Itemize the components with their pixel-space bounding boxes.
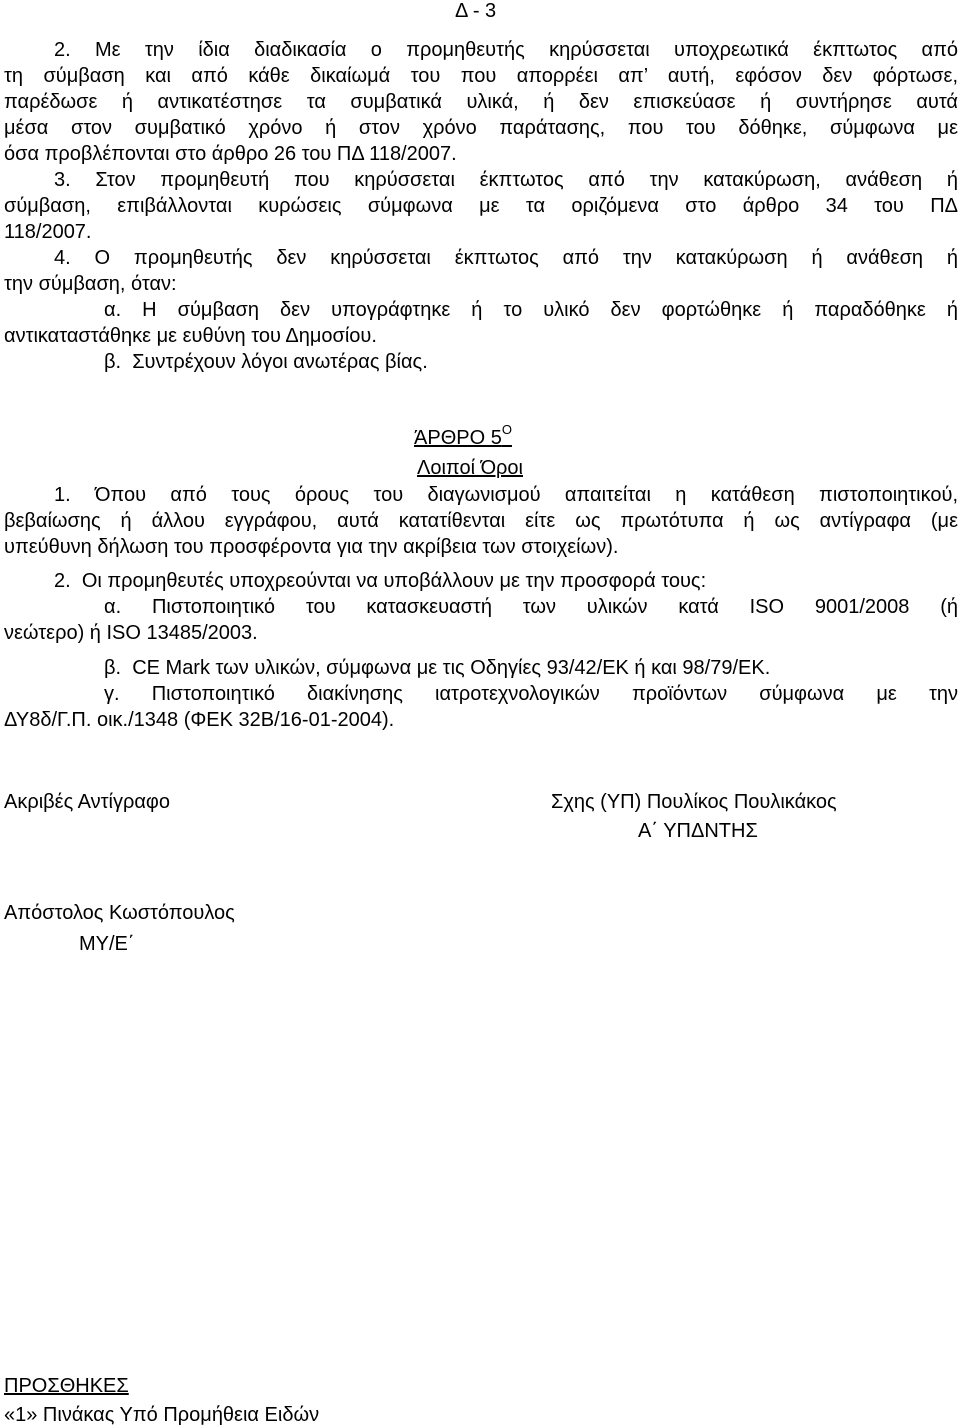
signatory-name: Σχης (ΥΠ) Πουλίκος Πουλικάκος	[551, 791, 837, 813]
item-letter: β.	[104, 657, 122, 679]
paragraph-number: 3.	[54, 169, 71, 191]
paragraph-line	[4, 681, 958, 707]
paragraph-line: όσα προβλέπονται στο άρθρο 26 του ΠΔ 118/2007.	[4, 143, 457, 165]
paragraph-line	[104, 349, 428, 375]
item-text: CE Mark των υλικών, σύμφωνα με τις Οδηγίες 93/42/ΕΚ ή και 98/79/ΕΚ.	[132, 657, 771, 679]
item-text: Πιστοποιητικό διακίνησης ιατροτεχνολογικών προϊόντων σύμφωνα με την	[151, 683, 958, 705]
paragraph-number: 1.	[54, 484, 71, 506]
paragraph-line	[4, 167, 958, 193]
item-text: Πιστοποιητικό του κατασκευαστή των υλικών κατά ISO 9001/2008 (ή	[151, 596, 958, 618]
paragraph-line: μέσα στον συμβατικό χρόνο ή στον χρόνο παράτασης, που του δόθηκε, σύμφωνα με	[4, 117, 958, 139]
paragraph-line: υπεύθυνη δήλωση του προσφέροντα για την ακρίβεια των στοιχείων).	[4, 536, 619, 558]
paragraph-line: τη σύμβαση και από κάθε δικαίωμά του που απορρέει απ’ αυτή, εφόσον δεν φόρτωσε,	[4, 65, 958, 87]
paragraph-line: την σύμβαση, όταν:	[4, 273, 177, 295]
paragraph-line	[54, 568, 706, 594]
paragraph-line	[4, 297, 958, 323]
signatory-role: Α΄ ΥΠΔΝΤΗΣ	[638, 820, 758, 842]
paragraph-line: ΔΥ8δ/Γ.Π. οικ./1348 (ΦΕΚ 32Β/16-01-2004).	[4, 709, 395, 731]
item-letter: γ.	[104, 683, 120, 705]
paragraph-text: Οι προμηθευτές υποχρεούνται να υποβάλλουν με την προσφορά τους:	[81, 570, 707, 592]
paragraph-line	[4, 245, 958, 271]
article-title	[414, 422, 512, 451]
paragraph-text: Στον προμηθευτή που κηρύσσεται έκπτωτος από την κατακύρωση, ανάθεση ή	[95, 169, 958, 191]
item-letter: α.	[104, 299, 122, 321]
paragraph-line: παρέδωσε ή αντικατέστησε τα συμβατικά υλικά, ή δεν επισκεύασε ή συντήρησε αυτά	[4, 91, 958, 113]
paragraph-text: Με την ίδια διαδικασία ο προμηθευτής κηρύσσεται υποχρεωτικά έκπτωτος από	[95, 39, 959, 61]
page-label: Δ - 3	[455, 0, 497, 22]
paragraph-line	[104, 655, 770, 681]
paragraph-number: 2.	[54, 570, 71, 592]
copy-signatory-role: ΜΥ/Ε΄	[79, 933, 135, 955]
paragraph-number: 4.	[54, 247, 71, 269]
item-letter: β.	[104, 351, 122, 373]
attachment-item: «1» Πινάκας Υπό Προμήθεια Ειδών	[4, 1404, 320, 1426]
attachments-heading: ΠΡΟΣΘΗΚΕΣ	[4, 1375, 129, 1397]
item-letter: α.	[104, 596, 122, 618]
paragraph-line: σύμβαση, επιβάλλονται κυρώσεις σύμφωνα με τα οριζόμενα στο άρθρο 34 του ΠΔ	[4, 195, 958, 217]
paragraph-text: Ο προμηθευτής δεν κηρύσσεται έκπτωτος από την κατακύρωση ή ανάθεση ή	[94, 247, 959, 269]
certified-copy-label: Ακριβές Αντίγραφο	[4, 791, 171, 813]
paragraph-line	[4, 482, 958, 508]
paragraph-line: αντικαταστάθηκε με ευθύνη του Δημοσίου.	[4, 325, 377, 347]
paragraph-text: Όπου από τους όρους του διαγωνισμού απαιτείται η κατάθεση πιστοποιητικού,	[95, 484, 958, 506]
article-subtitle: Λοιποί Όροι	[417, 457, 523, 479]
paragraph-number: 2.	[54, 39, 71, 61]
paragraph-line	[4, 594, 958, 620]
item-text: Η σύμβαση δεν υπογράφτηκε ή το υλικό δεν φορτώθηκε ή παραδόθηκε ή	[142, 299, 958, 321]
paragraph-line: νεώτερο) ή ISO 13485/2003.	[4, 622, 258, 644]
paragraph-line: βεβαίωσης ή άλλου εγγράφου, αυτά κατατίθενται είτε ως πρωτότυπα ή ως αντίγραφα (με	[4, 510, 958, 532]
copy-signatory-name: Απόστολος Κωστόπουλος	[4, 902, 235, 924]
article-title-text: ΆΡΘΡΟ 5	[414, 427, 502, 449]
item-text: Συντρέχουν λόγοι ανωτέρας βίας.	[132, 351, 428, 373]
article-title-superscript: Ο	[501, 422, 512, 438]
paragraph-line: 118/2007.	[4, 221, 92, 243]
paragraph-line	[4, 37, 958, 63]
